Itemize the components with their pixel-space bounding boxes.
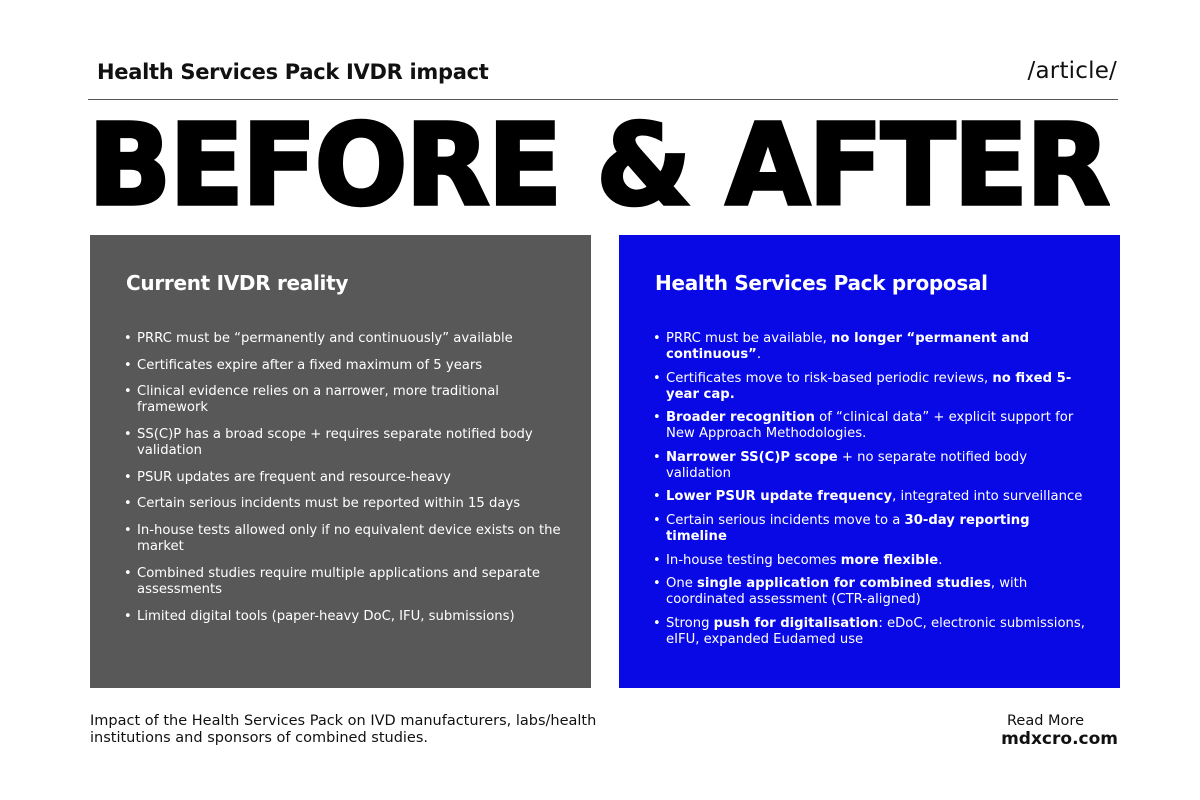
- bullet-dot-icon: •: [124, 357, 132, 373]
- footer-description: Impact of the Health Services Pack on IVD manufacturers, labs/health institutions and sponsors of combined studies.: [90, 713, 597, 746]
- bullet-text: : eDoC, electronic submissions, eIFU, expanded Eudamed use: [666, 615, 1085, 647]
- bullet-emphasis: single application for combined studies: [697, 576, 991, 592]
- bullet-emphasis: more flexible: [840, 552, 939, 568]
- bullet-text: Certain serious incidents move to a: [666, 512, 905, 528]
- bullet-item: [651, 450, 1091, 482]
- bullet-text: .: [756, 347, 762, 362]
- bullet-emphasis: no longer “permanent and continuous”: [666, 331, 1030, 362]
- bullet-text: Certificates expire after a fixed maximum of 5 years: [137, 357, 483, 373]
- bullet-text: Strong: [666, 615, 714, 631]
- bullet-dot-icon: •: [124, 427, 132, 443]
- bullet-item: [651, 513, 1091, 545]
- bullet-item: [122, 331, 562, 347]
- bullet-item: [122, 358, 562, 374]
- bullet-text: In-house tests allowed only if no equivalent device exists on the market: [137, 523, 561, 555]
- bullet-item: [651, 616, 1091, 648]
- bullet-emphasis: Lower PSUR update frequency: [666, 489, 893, 505]
- header-title: Health Services Pack IVDR impact: [97, 60, 489, 84]
- bullet-item: [122, 523, 562, 555]
- bullet-text: SS(C)P has a broad scope + requires separate notified body validation: [137, 427, 533, 459]
- bullet-dot-icon: •: [124, 523, 132, 539]
- proposal-title: Health Services Pack proposal: [655, 271, 988, 295]
- bullet-item: [122, 470, 562, 486]
- read-more-label[interactable]: Read More: [1007, 713, 1084, 729]
- bullet-text: PSUR updates are frequent and resource-heavy: [137, 469, 451, 485]
- bullet-item: [651, 410, 1091, 442]
- bullet-dot-icon: •: [124, 496, 132, 512]
- bullet-dot-icon: •: [124, 469, 132, 485]
- bullet-emphasis: Broader recognition: [666, 410, 815, 426]
- bullet-text: Certificates move to risk-based periodic reviews,: [666, 370, 993, 386]
- bullet-text: In-house testing becomes: [666, 552, 841, 568]
- proposal-panel: [619, 235, 1120, 688]
- bullet-dot-icon: •: [653, 615, 661, 631]
- bullet-text: , integrated into surveillance: [892, 489, 1083, 505]
- article-tag: /article/: [1027, 58, 1117, 84]
- bullet-text: Combined studies require multiple applications and separate assessments: [137, 565, 540, 597]
- bullet-dot-icon: •: [653, 370, 661, 386]
- website-link[interactable]: mdxcro.com: [1001, 729, 1118, 749]
- current-ivdr-title: Current IVDR reality: [126, 271, 349, 295]
- bullet-text: One: [666, 576, 698, 592]
- bullet-item: [651, 331, 1091, 363]
- bullet-item: [651, 553, 1091, 569]
- bullet-dot-icon: •: [653, 410, 661, 426]
- bullet-text: + no separate notified body validation: [666, 449, 1028, 481]
- bullet-text: , with coordinated assessment (CTR-aligned): [666, 576, 1028, 608]
- bullet-text: Certain serious incidents must be reported within 15 days: [137, 496, 521, 512]
- bullet-dot-icon: •: [653, 449, 661, 465]
- bullet-dot-icon: •: [653, 512, 661, 528]
- bullet-dot-icon: •: [653, 489, 661, 505]
- bullet-item: [122, 384, 562, 416]
- bullet-text: .: [938, 552, 943, 568]
- bullet-emphasis: push for digitalisation: [713, 615, 879, 631]
- bullet-dot-icon: •: [653, 331, 661, 346]
- bullet-text: PRRC must be “permanently and continuously” available: [137, 331, 513, 346]
- bullet-dot-icon: •: [124, 331, 132, 346]
- current-ivdr-panel: [90, 235, 591, 688]
- bullet-dot-icon: •: [124, 608, 132, 624]
- bullet-dot-icon: •: [124, 565, 132, 581]
- bullet-dot-icon: •: [653, 552, 661, 568]
- bullet-emphasis: Narrower SS(C)P scope: [666, 449, 838, 465]
- bullet-item: [122, 566, 562, 598]
- bullet-dot-icon: •: [124, 384, 132, 400]
- bullet-item: [122, 427, 562, 459]
- bullet-text: Clinical evidence relies on a narrower, more traditional framework: [137, 384, 499, 416]
- bullet-item: [122, 496, 562, 512]
- bullet-dot-icon: •: [653, 576, 661, 592]
- bullet-emphasis: 30-day reporting timeline: [666, 512, 1030, 544]
- bullet-item: [122, 609, 562, 625]
- bullet-item: [651, 576, 1091, 608]
- hero-headline: BEFORE & AFTER: [88, 101, 1109, 231]
- bullet-item: [651, 489, 1091, 505]
- proposal-list: [651, 331, 1091, 655]
- bullet-item: [651, 371, 1091, 403]
- bullet-text: of “clinical data” + explicit support for New Approach Methodologies.: [666, 410, 1074, 442]
- bullet-emphasis: no fixed 5-year cap.: [666, 370, 1072, 402]
- bullet-text: PRRC must be available,: [666, 331, 832, 346]
- bullet-text: Limited digital tools (paper-heavy DoC, IFU, submissions): [137, 608, 515, 624]
- header-divider: [88, 99, 1118, 100]
- current-ivdr-list: [122, 331, 562, 635]
